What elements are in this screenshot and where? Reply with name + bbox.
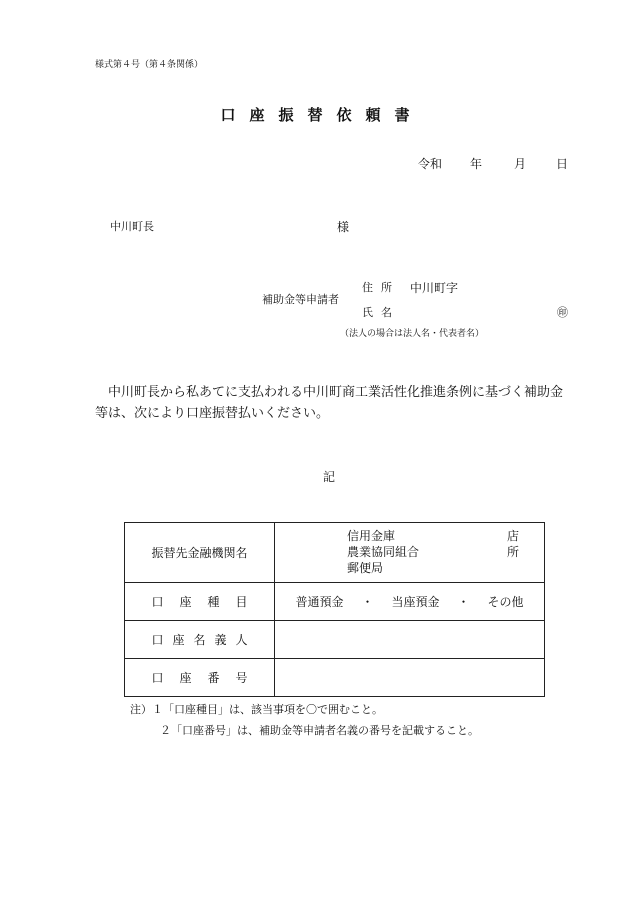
account-number-field[interactable] [275,659,545,697]
account-number-label: 口座番号 [125,659,275,697]
holder-label: 口座名義人 [125,621,275,659]
bank-type-item: 農業協同組合 [347,545,420,559]
bank-type-item: 信用金庫 [347,529,396,543]
date-day: 日 [556,157,569,171]
bank-type-item: 郵便局 [347,561,384,575]
separator-dot: ・ [457,595,470,609]
date-month: 月 [514,157,527,171]
bank-field[interactable] [275,523,545,583]
account-type-options [275,593,544,610]
date-line [418,155,568,172]
account-type-option: 当座預金 [391,595,440,609]
seal-mark: ㊞ [557,306,568,319]
note-line-1: 注）１「口座種目」は、該当事項を〇で囲むこと。 [130,703,383,716]
body-paragraph: 中川町長から私あてに支払われる中川町商工業活性化推進条例に基づく補助金等は、次により口座振替払いください。 [95,385,564,421]
bank-types [347,528,419,576]
account-table [124,522,545,697]
address-value: 中川町字 [410,281,459,295]
account-type-option: その他 [487,595,524,609]
separator-dot: ・ [361,595,374,609]
note-line-2: ２「口座番号」は、補助金等申請者名義の番号を記載すること。 [160,724,479,737]
ki-heading: 記 [323,470,336,484]
bank-label: 振替先金融機関名 [125,523,275,583]
name-label: 氏名 [362,306,400,319]
account-type-field[interactable] [275,583,545,621]
holder-field[interactable] [275,621,545,659]
address-label: 住所 [362,281,400,294]
table-row [125,621,545,659]
table-row [125,583,545,621]
applicant-label: 補助金等申請者 [262,293,339,306]
date-year: 年 [470,157,483,171]
table-row [125,659,545,697]
document-title: 口座振替依頼書 [220,106,424,124]
account-type-option: 普通預金 [295,595,344,609]
bank-suffix-item: 所 [507,545,520,559]
date-era: 令和 [418,157,443,171]
table-row [125,523,545,583]
addressee-name: 中川町長 [110,220,154,233]
addressee-honorific: 様 [337,220,350,234]
account-type-label: 口座種目 [125,583,275,621]
name-note: （法人の場合は法人名・代表者名） [340,329,485,339]
form-number: 様式第４号（第４条関係） [95,60,204,70]
bank-suffix-item: 店 [507,529,520,543]
bank-suffixes [507,528,519,560]
